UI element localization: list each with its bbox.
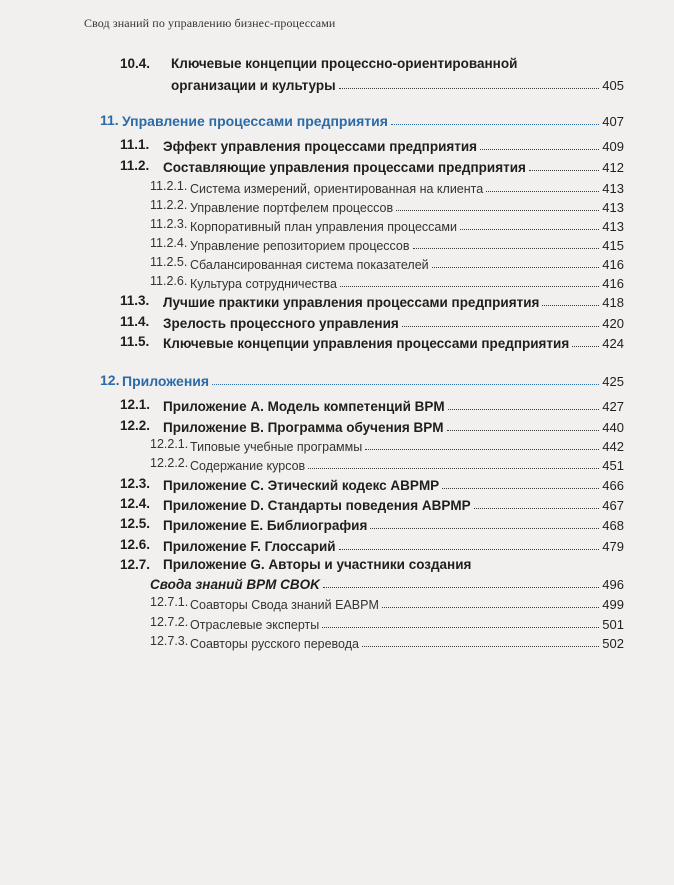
toc-title: Приложение С. Этический кодекс ABPMP: [163, 478, 440, 493]
toc-number: 12.2.2.: [150, 456, 189, 470]
toc-number: 11.4.: [120, 314, 150, 329]
toc-title: Приложение Е. Библиография: [163, 518, 368, 533]
leader-dots: [460, 228, 599, 230]
leader-dots: [308, 467, 599, 469]
toc-title: Приложение В. Программа обучения BPM: [163, 420, 444, 435]
toc-number: 12.: [100, 372, 120, 388]
toc-page: 427: [602, 399, 624, 414]
toc-page: 413: [602, 219, 624, 234]
leader-dots: [542, 304, 599, 306]
leader-dots: [402, 325, 600, 327]
toc-page: 415: [602, 238, 624, 253]
toc-number: 11.5.: [120, 334, 150, 349]
toc-page: 420: [602, 316, 624, 331]
toc-number: 11.2.2.: [150, 198, 188, 212]
toc-title: Составляющие управления процессами предприятия: [163, 160, 526, 175]
toc-page: 499: [602, 597, 624, 612]
toc-title: Сбалансированная система показателей: [190, 258, 429, 272]
toc-page: 496: [602, 577, 624, 592]
toc-number: 11.2.5.: [150, 255, 188, 269]
toc-title: Приложение F. Глоссарий: [163, 539, 336, 554]
toc-number: 12.3.: [120, 476, 151, 491]
leader-dots: [340, 285, 599, 287]
leader-dots: [391, 123, 599, 125]
toc-page: 413: [602, 200, 624, 215]
toc-title: Зрелость процессного управления: [163, 316, 399, 331]
leader-dots: [529, 169, 599, 171]
leader-dots: [413, 247, 600, 249]
toc-title: Приложение А. Модель компетенций BPM: [163, 399, 445, 414]
leader-dots: [480, 148, 599, 150]
toc-title: Ключевые концепции управления процессами предприятия: [163, 336, 570, 351]
toc-number: 11.2.3.: [150, 217, 188, 231]
leader-dots: [382, 606, 599, 608]
toc-number: 12.2.: [120, 418, 151, 433]
toc-page: 442: [602, 439, 624, 454]
toc-page: 501: [602, 617, 624, 632]
toc-page: 425: [602, 374, 624, 389]
toc-title-cont: Свода знаний BPM CBOK: [150, 577, 320, 592]
toc-title: Приложение D. Стандарты поведения ABPMP: [163, 498, 471, 513]
leader-dots: [370, 527, 599, 529]
toc-page: 424: [602, 336, 624, 351]
toc-title: Эффект управления процессами предприятия: [163, 139, 478, 154]
toc-title: Приложения: [122, 373, 210, 389]
toc-page: 451: [602, 458, 624, 473]
toc-title: Приложение G. Авторы и участники создания: [163, 557, 472, 572]
toc-title-cont: организации и культуры: [171, 78, 336, 93]
toc-title: Культура сотрудничества: [190, 277, 337, 291]
toc-number: 12.6.: [120, 537, 151, 552]
toc-number: 11.2.1.: [150, 179, 188, 193]
toc-title: Ключевые концепции процессно-ориентированной: [171, 56, 518, 71]
toc-number: 12.2.1.: [150, 437, 189, 451]
leader-dots: [212, 383, 599, 385]
toc-number: 12.7.1.: [150, 595, 189, 609]
toc-number: 10.4.: [120, 56, 151, 71]
toc-number: 12.7.: [120, 557, 151, 572]
toc-title: Соавторы Свода знаний EABPM: [190, 598, 379, 612]
toc-title: Управление портфелем процессов: [190, 201, 394, 215]
toc-number: 12.5.: [120, 516, 151, 531]
toc-title: Лучшие практики управления процессами предприятия: [163, 295, 540, 310]
toc-page: 409: [602, 139, 624, 154]
toc-page: 502: [602, 636, 624, 651]
toc-number: 11.1.: [120, 137, 150, 152]
toc-page: 468: [602, 518, 624, 533]
toc-title: Соавторы русского перевода: [190, 637, 359, 651]
toc-page: 440: [602, 420, 624, 435]
toc-number: 11.2.: [120, 158, 150, 173]
leader-dots: [572, 345, 599, 347]
toc-page: 412: [602, 160, 624, 175]
leader-dots: [474, 507, 600, 509]
running-head: Свод знаний по управлению бизнес-процессами: [84, 16, 336, 30]
toc-title: Система измерений, ориентированная на клиента: [190, 182, 484, 196]
toc-number: 12.4.: [120, 496, 151, 511]
toc-page: 405: [602, 78, 624, 93]
toc-page: 416: [602, 257, 624, 272]
leader-dots: [396, 209, 599, 211]
toc-page: 467: [602, 498, 624, 513]
leader-dots: [447, 429, 600, 431]
toc-page: 413: [602, 181, 624, 196]
leader-dots: [362, 645, 599, 647]
leader-dots: [339, 87, 600, 89]
toc-page: 407: [602, 114, 624, 129]
leader-dots: [432, 266, 600, 268]
toc-title: Корпоративный план управления процессами: [190, 220, 457, 234]
leader-dots: [442, 487, 599, 489]
toc-number: 11.2.4.: [150, 236, 188, 250]
toc-page: 466: [602, 478, 624, 493]
leader-dots: [486, 190, 599, 192]
toc-page: 479: [602, 539, 624, 554]
toc-number: 11.2.6.: [150, 274, 188, 288]
leader-dots: [339, 548, 600, 550]
toc-number: 12.7.3.: [150, 634, 189, 648]
toc-number: 12.1.: [120, 397, 151, 412]
leader-dots: [448, 408, 600, 410]
toc-number: 11.3.: [120, 293, 150, 308]
toc-title: Отраслевые эксперты: [190, 618, 320, 632]
leader-dots: [323, 586, 599, 588]
toc-title: Типовые учебные программы: [190, 440, 363, 454]
toc-number: 11.: [100, 112, 119, 128]
toc-title: Содержание курсов: [190, 459, 306, 473]
leader-dots: [365, 448, 599, 450]
toc-page: 418: [602, 295, 624, 310]
toc-number: 12.7.2.: [150, 615, 189, 629]
toc-title: Управление процессами предприятия: [122, 113, 388, 129]
toc-title: Управление репозиторием процессов: [190, 239, 410, 253]
toc-page: 416: [602, 276, 624, 291]
leader-dots: [322, 626, 599, 628]
